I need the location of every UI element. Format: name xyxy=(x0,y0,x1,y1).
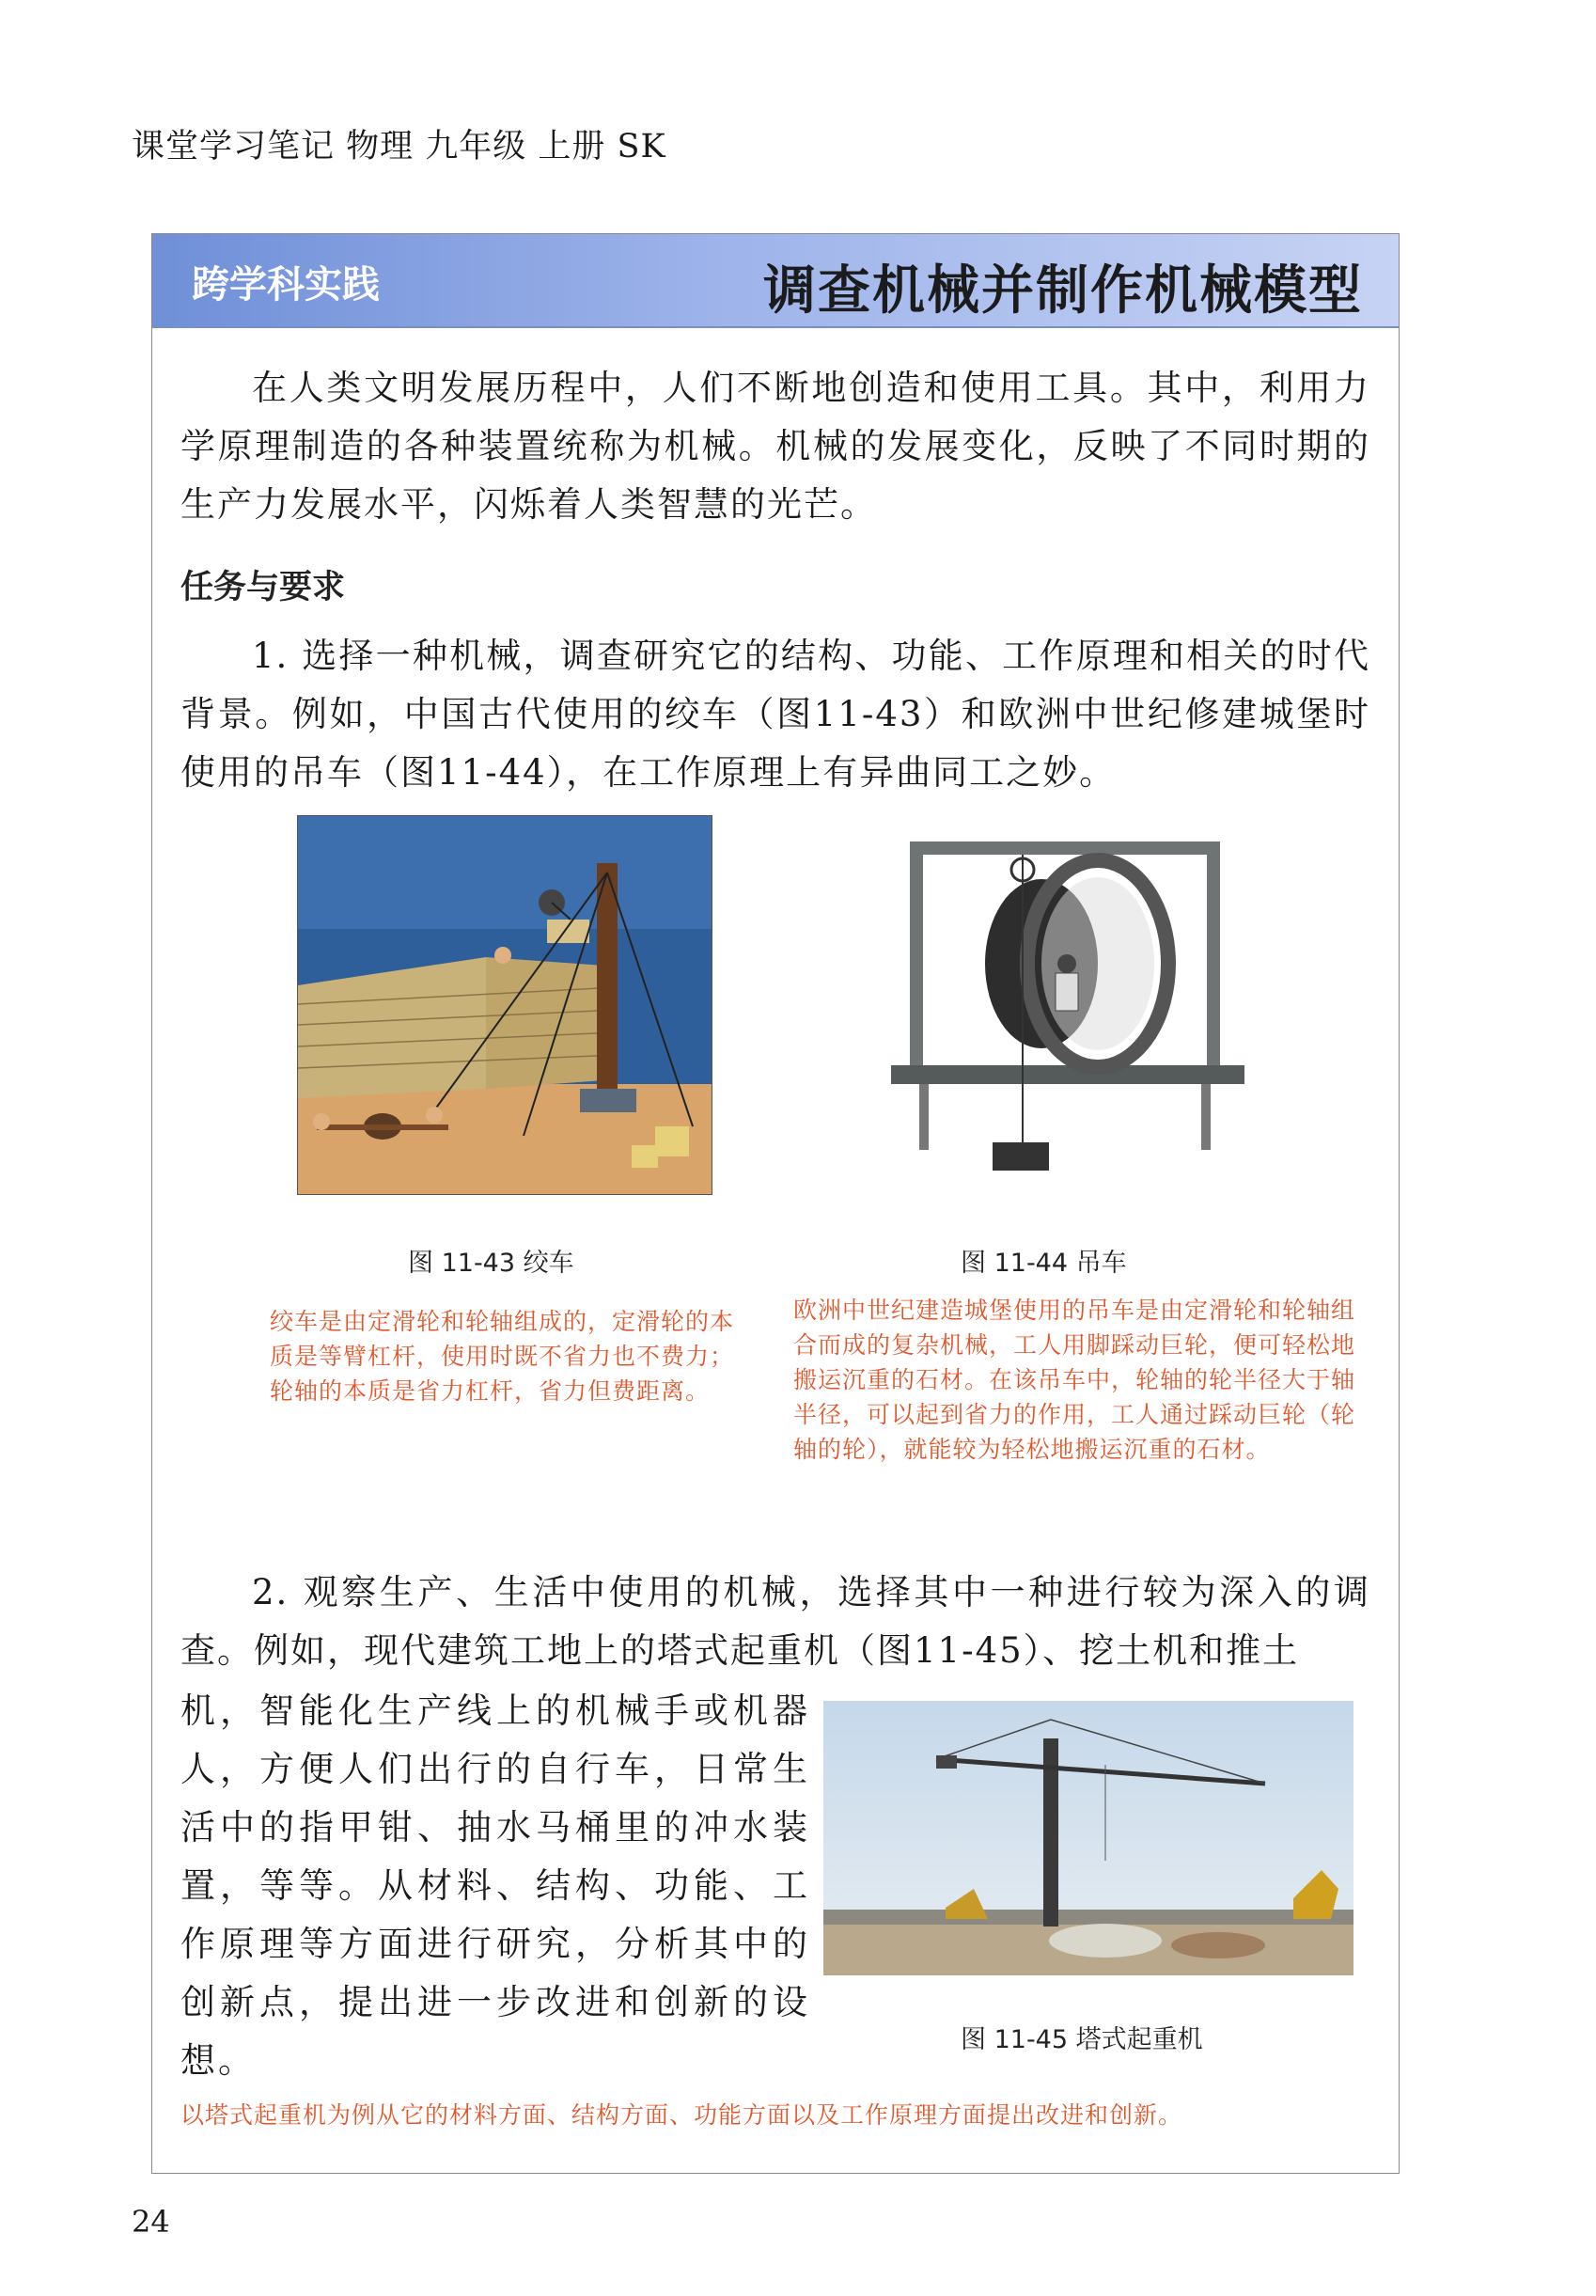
page-number: 24 xyxy=(132,2204,170,2240)
running-head: 课堂学习笔记 物理 九年级 上册 SK xyxy=(132,128,666,165)
section-heading: 任务与要求 xyxy=(180,569,346,606)
banner xyxy=(152,234,1399,328)
fig45-caption: 图 11-45 塔式起重机 xyxy=(961,2025,1203,2054)
treadwheel-crane-illustration xyxy=(882,832,1254,1193)
task2-paragraph-continued: 机，智能化生产线上的机械手或机器人，方便人们出行的自行车，日常生活中的指甲钳、抽水马桶里的冲水装置，等等。从材料、结构、功能、工作原理等方面进行研究，分析其中的创新点，提出进一步改进和创新的设想。 xyxy=(180,1691,810,2081)
winch-illustration xyxy=(297,815,712,1195)
tower-crane-photo xyxy=(823,1701,1353,1975)
handwritten-note-tower-crane: 以塔式起重机为例从它的材料方面、结构方面、功能方面以及工作原理方面提出改进和创新。 xyxy=(180,2101,1183,2129)
banner-label: 跨学科实践 xyxy=(192,263,380,307)
fig44-caption: 图 11-44 吊车 xyxy=(961,1249,1127,1278)
handwritten-note-crane: 欧洲中世纪建造城堡使用的吊车是由定滑轮和轮轴组合而成的复杂机械，工人用脚踩动巨轮，便可轻松地搬运沉重的石材。在该吊车中，轮轴的轮半径大于轴半径，可以起到省力的作用，工人通过踩动巨轮（轮轴的轮），就能较为轻松地搬运沉重的石材。 xyxy=(793,1297,1356,1463)
banner-title: 调查机械并制作机械模型 xyxy=(763,259,1363,322)
fig43-caption: 图 11-43 绞车 xyxy=(408,1249,574,1278)
task2-paragraph: 2. 观察生产、生活中使用的机械，选择其中一种进行较为深入的调查。例如，现代建筑工地上的塔式起重机（图11-45）、挖土机和推土 xyxy=(180,1572,1370,1671)
handwritten-note-winch: 绞车是由定滑轮和轮轴组成的，定滑轮的本质是等臂杠杆，使用时既不省力也不费力；轮轴的本质是省力杠杆，省力但费距离。 xyxy=(270,1308,735,1405)
task1-paragraph: 1. 选择一种机械，调查研究它的结构、功能、工作原理和相关的时代背景。例如，中国古代使用的绞车（图11-43）和欧洲中世纪修建城堡时使用的吊车（图11-44），在工作原理上有异曲同工之妙。 xyxy=(180,636,1370,793)
practice-box xyxy=(151,233,1400,2174)
intro-paragraph: 在人类文明发展历程中，人们不断地创造和使用工具。其中，利用力学原理制造的各种装置统称为机械。机械的发展变化，反映了不同时期的生产力发展水平，闪烁着人类智慧的光芒。 xyxy=(180,368,1370,525)
